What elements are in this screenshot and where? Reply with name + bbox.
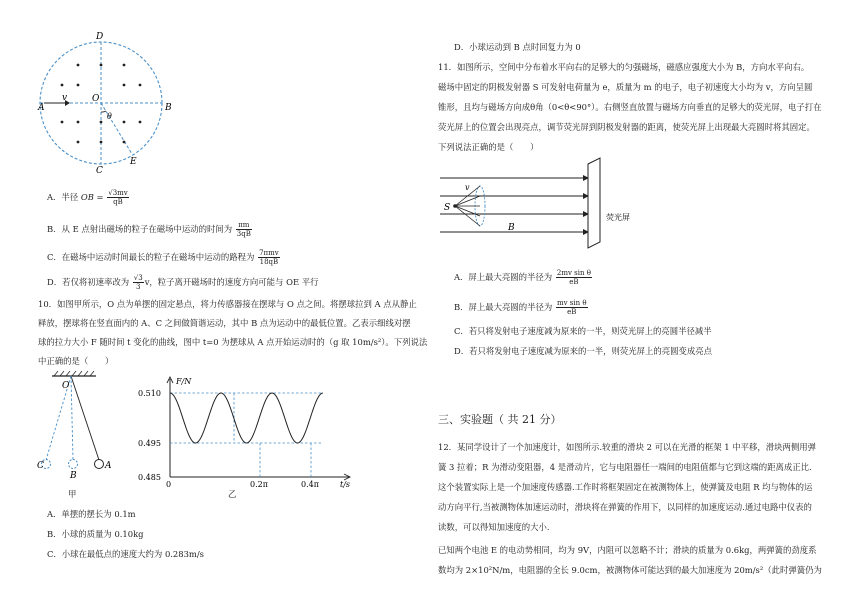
force-time-graph	[138, 375, 353, 495]
field-dot	[77, 84, 80, 87]
fraction: $\frac{\text{7πmv}}{18qB}$	[259, 249, 279, 266]
q12-line-5: 读数，可以得知加速度的大小.	[438, 522, 550, 532]
field-dot	[139, 84, 142, 87]
label-C: C	[96, 166, 103, 176]
pendulum-figure	[38, 368, 118, 483]
q12-line-6: 已知两个电池 E 的电动势相同，均为 9V，内阻可以忽略不计；滑块的质量为 0.6kg，两弹簧的劲度系	[438, 545, 817, 555]
pendulum-label-A: A	[105, 461, 112, 471]
q10-line-1: 10．如图甲所示，O 点为单摆的固定悬点，将力传感器接在摆球与 O 点之间。将摆球拉到 A 点从静止	[38, 299, 417, 309]
q11-line-3: 锥形，且均与磁场方向成θ角（0<θ<90°）。右侧竖直放置与磁场方向垂直的足够大的荧光屏，电子打在	[438, 102, 822, 112]
q12-line-1: 12．某同学设计了一个加速度计，如图所示.较重的滑块 2 可以在光滑的框架 1 中平移，滑块两侧用弹	[438, 442, 816, 452]
fraction: $\frac{\text{mv sin θ}}{eB}$	[556, 299, 587, 316]
field-dot	[123, 84, 126, 87]
label-E: E	[130, 157, 137, 167]
q12-line-3: 这个装置实际上是一个加速度传感器.工作时将框架固定在被测物体上，使弹簧及电阻 R 均与物体的运	[438, 482, 813, 492]
electron-screen-figure	[438, 158, 648, 253]
label-O: O	[92, 94, 100, 104]
field-dot	[123, 121, 126, 124]
field-dot	[77, 64, 80, 67]
field-dot	[123, 141, 126, 144]
section-heading: 三、实验题（ 共 21 分）	[438, 413, 562, 426]
graph-xtick-0: 0	[166, 480, 172, 489]
q9-option-c: C．在磁场中运动时间最长的粒子在磁场中运动的路程为 $\frac{\text{7πmv}}{18qB}$	[47, 249, 279, 266]
pendulum-label-O: O	[62, 381, 70, 391]
field-dot	[100, 141, 103, 144]
graph-xlabel: t/s	[340, 480, 351, 489]
q9-option-b: B．从 E 点射出磁场的粒子在磁场中运动的时间为 $\frac{\pi m}{3qB}$	[47, 221, 251, 238]
label-D: D	[96, 32, 104, 42]
q10-option-c: C．小球在最低点的速度大约为 0.283m/s	[47, 549, 204, 559]
graph-ytick-0485: 0.485	[138, 473, 161, 482]
label-theta: θ	[107, 112, 112, 121]
fig11-label-S: S	[444, 203, 451, 213]
label-v: v	[62, 93, 68, 103]
fig11-label-screen: 荧光屏	[606, 213, 630, 222]
pendulum-label-B: B	[70, 471, 77, 481]
graph-caption: 乙	[228, 489, 237, 499]
graph-xtick-04pi: 0.4π	[301, 480, 319, 489]
q11-line-5: 下列说法正确的是（ ）	[438, 142, 539, 152]
q9-option-a: A．半径 OB = $\frac{√3mv}{qB}$	[47, 189, 128, 206]
field-dot	[100, 121, 103, 124]
q11-option-c: C．若只将发射电子速度减为原来的一半，则荧光屏上的亮圆半径减半	[454, 326, 712, 336]
q10-line-2: 释放，摆球将在竖直面内的 A、C 之间做简谐运动，其中 B 点为运动中的最低位置。乙表示细线对摆	[38, 318, 411, 328]
q11-line-4: 荧光屏上的位置会出现亮点，调节荧光屏到阴极发射器的距离，使荧光屏上出现最大亮圆时将其固定。	[438, 122, 815, 132]
q12-line-4: 动方向平行,当被测物体加速运动时，滑块将在弹簧的作用下，以同样的加速度运动.通过电路中仪表的	[438, 502, 812, 512]
fraction: $\frac{\text{2mv sin θ}}{eB}$	[556, 269, 591, 286]
field-dot	[61, 121, 64, 124]
pendulum-caption: 甲	[68, 489, 77, 499]
field-dot	[61, 84, 64, 87]
field-dot	[77, 121, 80, 124]
q11-option-b: B．屏上最大亮圆的半径为 $\frac{\text{mv sin θ}}{eB}$	[454, 299, 587, 316]
force-curve	[170, 393, 323, 443]
field-dot	[77, 141, 80, 144]
fig11-label-B: B	[508, 223, 515, 233]
field-dot	[139, 121, 142, 124]
field-dot	[100, 64, 103, 67]
q10-line-3: 球的拉力大小 F 随时间 t 变化的曲线，图中 t=0 为摆球从 A 点开始运动时的（g 取 10m/s²）。下列说法	[38, 337, 428, 347]
q11-option-d: D．若只将发射电子速度减为原来的一半，则荧光屏上的亮圆变成亮点	[454, 346, 712, 356]
fig11-label-v: v	[465, 183, 470, 192]
q9-option-d: D．若仅将初速率改为 $\frac{√3}{3}$ v，粒子离开磁场时的速度方向可能与 OE 平行	[47, 274, 319, 291]
magnetic-circle-figure	[38, 30, 188, 176]
q10-option-a: A．单摆的摆长为 0.1m	[47, 509, 136, 519]
graph-ytick-0495: 0.495	[138, 439, 161, 448]
label-A: A	[38, 103, 45, 113]
q11-option-a: A．屏上最大亮圆的半径为 $\frac{\text{2mv sin θ}}{eB}$	[454, 269, 591, 286]
q10-line-4: 中正确的是（ ）	[38, 356, 114, 366]
q11-line-2: 磁场中固定的阴极发射器 S 可发射电荷量为 e，质量为 m 的电子，电子初速度大小均为 v，方向呈圆	[438, 82, 813, 92]
field-dot	[123, 64, 126, 67]
q11-line-1: 11．如图所示，空间中分布着水平向右的足够大的匀强磁场，磁感应强度大小为 B，方向水平向右。	[438, 62, 810, 72]
pendulum-label-C: C	[37, 461, 44, 471]
q12-line-7: 数均为 2×10²N/m，电阻器的全长 9.0cm，被测物体可能达到的最大加速度为 20m/s²（此时弹簧仍为	[438, 565, 822, 575]
fraction: $\frac{√3mv}{qB}$	[108, 189, 128, 206]
fraction: $\frac{\pi m}{3qB}$	[236, 221, 251, 238]
graph-xtick-02pi: 0.2π	[250, 480, 268, 489]
q10-option-b: B．小球的质量为 0.10kg	[47, 529, 144, 539]
q10-option-d: D．小球运动到 B 点时回复力为 0	[454, 42, 581, 52]
fraction: $\frac{√3}{3}$	[133, 274, 143, 291]
label-B: B	[165, 103, 172, 113]
q12-line-2: 簧 3 拉着；R 为滑动变阻器，4 是滑动片，它与电阻器任一端间的电阻值都与它到这端的距离成正比.	[438, 462, 812, 472]
graph-ylabel: F/N	[176, 377, 192, 386]
graph-ytick-0510: 0.510	[138, 389, 161, 398]
